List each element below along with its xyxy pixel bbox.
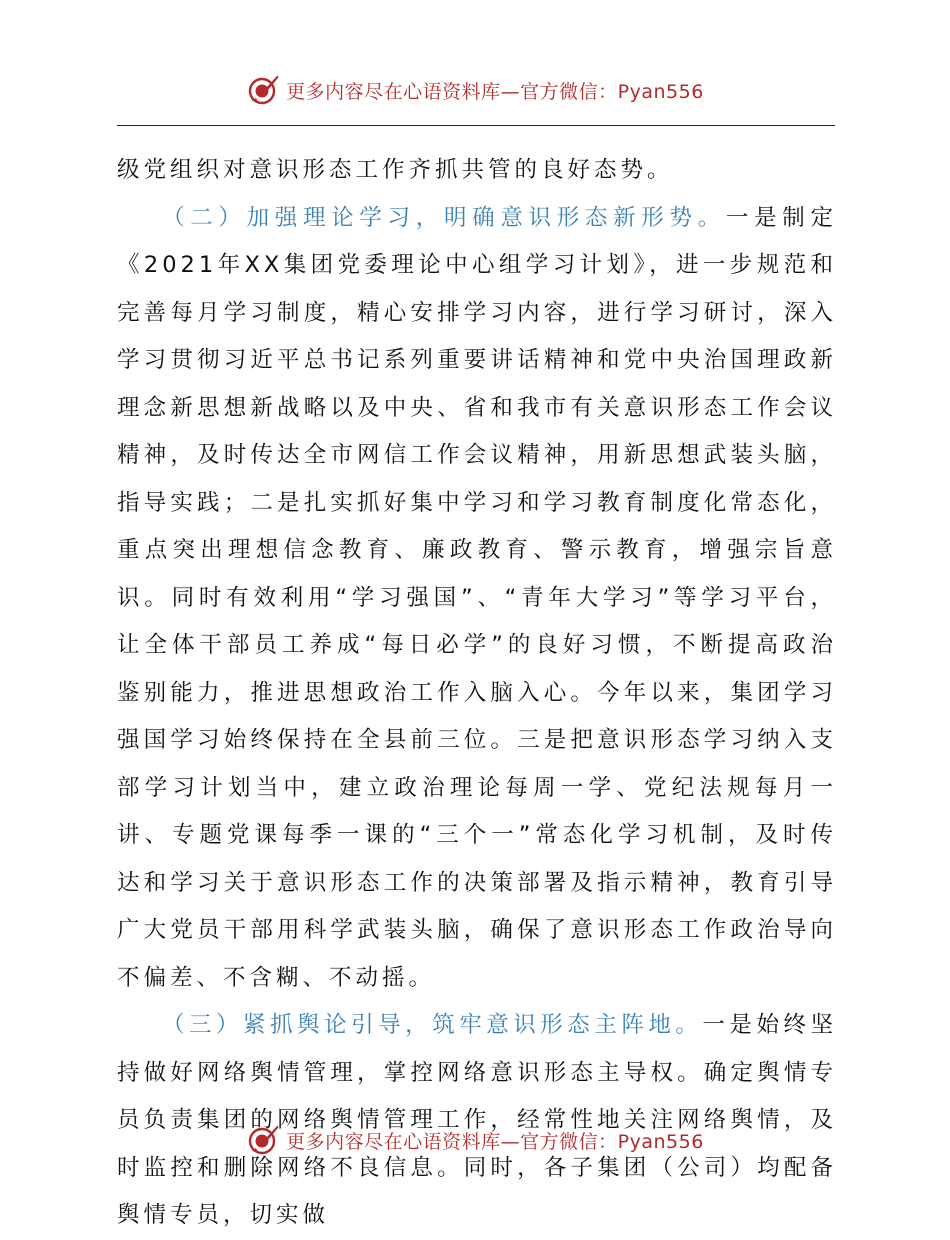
document-body	[117, 147, 837, 1240]
header-brand	[246, 73, 704, 107]
wax-seal-feather-icon	[246, 73, 280, 107]
footer-brand	[246, 1123, 704, 1157]
footer-text: 更多内容尽在心语资料库—官方微信：Pyan556	[286, 1130, 704, 1153]
paragraph-continuation: 级党组织对意识形态工作齐抓共管的良好态势。	[117, 157, 674, 183]
section-text-3: 一是始终坚持做好网络舆情管理，掌控网络意识形态主导权。确定舆情专员负责集团的网络舆情管理工作，经常性地关注网络舆情，及时监控和删除网络不良信息。同时，各子集团（公司）均配备舆情专员，切实做	[117, 1012, 837, 1228]
paragraph-section-2	[117, 195, 837, 1003]
section-heading-3: （三）紧抓舆论引导，筑牢意识形态主阵地。	[162, 1012, 703, 1038]
page-header	[0, 70, 950, 110]
section-heading-2: （二）加强理论学习，明确意识形态新形势。	[162, 204, 726, 231]
header-text: 更多内容尽在心语资料库—官方微信：Pyan556	[286, 80, 704, 103]
header-divider	[117, 125, 835, 126]
section-text-2: 一是制定《2021年XX集团党委理论中心组学习计划》，进一步规范和完善每月学习制度，精心安排学习内容，进行学习研讨，深入学习贯彻习近平总书记系列重要讲话精神和党中央治国理政新理念新思想新战略以及中央、省和我市有关意识形态工作会议精神，及时传达全市网信工作会议精神，用新思想武装头脑，指导实践；二是扎实抓好集中学习和学习教育制度化常态化，重点突出理想信念教育、廉政教育、警示教育，增强宗旨意识。同时有效利用“学习强国”、“青年大学习”等学习平台，让全体干部员工养成“每日必学”的良好习惯，不断提高政治鉴别能力，推进思想政治工作入脑入心。今年以来，集团学习强国学习始终保持在全县前三位。三是把意识形态学习纳入支部学习计划当中，建立政治理论每周一学、党纪法规每月一讲、专题党课每季一课的“三个一”常态化学习机制，及时传达和学习关于意识形态工作的决策部署及指示精神，教育引导广大党员干部用科学武装头脑，确保了意识形态工作政治导向不偏差、不含糊、不动摇。	[117, 204, 837, 991]
page-footer	[0, 1120, 950, 1160]
wax-seal-feather-icon	[246, 1123, 280, 1157]
